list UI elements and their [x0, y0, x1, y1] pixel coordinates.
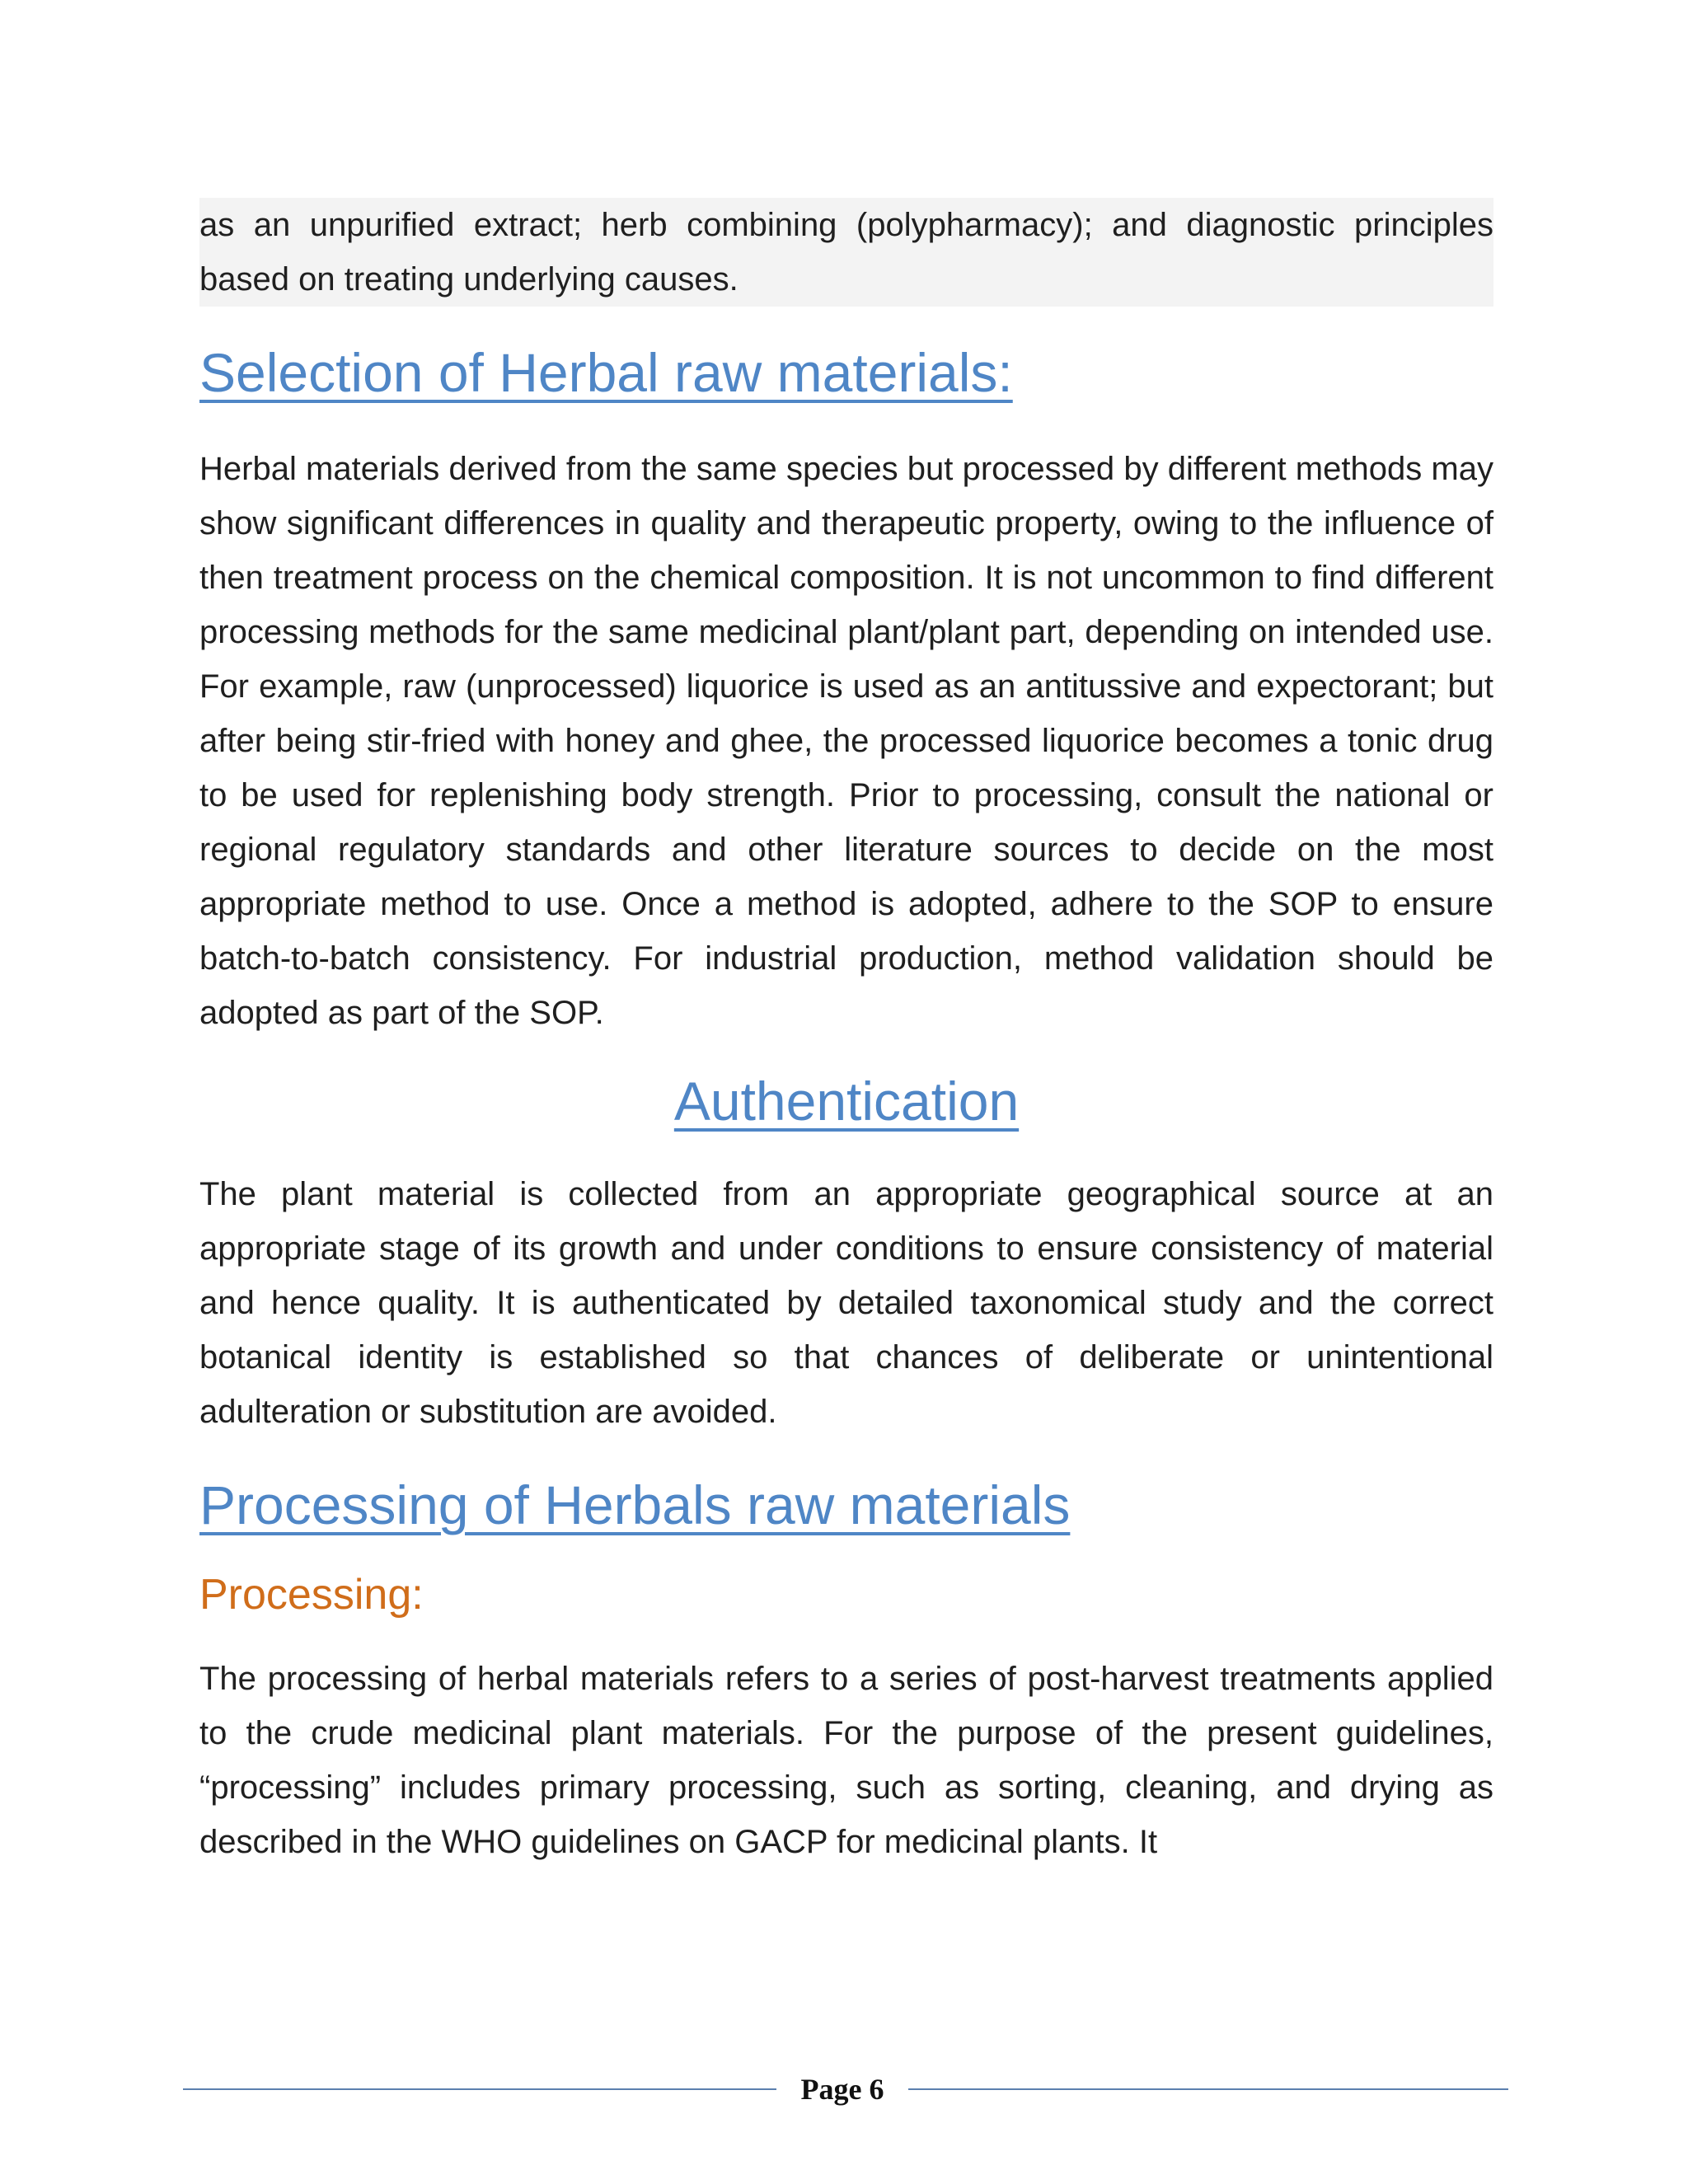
- page-number: Page 6: [800, 2073, 884, 2106]
- heading-processing-sub: Processing:: [199, 1571, 424, 1619]
- footer-rule-right: [908, 2088, 1508, 2090]
- heading-authentication: Authentication: [673, 1071, 1020, 1132]
- processing-paragraph: The processing of herbal materials refers to a series of post-harvest treatments applied to the crude medicinal plant materials. For the purpose of the present guidelines, “processing” includes primary processing, such as sorting, cleaning, and drying as described in the WHO guidelines on GACP for medicinal plants. It: [199, 1661, 1493, 1860]
- heading-processing-main: Processing of Herbals raw materials: [199, 1474, 1071, 1535]
- selection-paragraph: Herbal materials derived from the same species but processed by different methods may show significant differences in quality and therapeutic property, owing to the influence of then treatment process on the chemical composition. It is not uncommon to find different processing methods for the same medicinal plant/plant part, depending on intended use. For example, raw (unprocessed) liquorice is used as an antitussive and expectorant; but after being stir-fried with honey and ghee, the processed liquorice becomes a tonic drug to be used for replenishing body strength. Prior to processing, consult the national or regional regulatory standards and other literature sources to decide on the most appropriate method to use. Once a method is adopted, adhere to the SOP to ensure batch-to-batch consistency. For industrial production, method validation should be adopted as part of the SOP.: [199, 451, 1493, 1031]
- heading-selection: Selection of Herbal raw materials:: [199, 342, 1013, 403]
- intro-paragraph: as an unpurified extract; herb combining (polypharmacy); and diagnostic principles based on treating underlying causes.: [199, 198, 1493, 307]
- authentication-paragraph: The plant material is collected from an appropriate geographical source at an appropriate stage of its growth and under conditions to ensure consistency of material and hence quality. It is authenticated by detailed taxonomical study and the correct botanical identity is established so that chances of deliberate or unintentional adulteration or substitution are avoided.: [199, 1176, 1493, 1430]
- footer-rule-left: [183, 2088, 776, 2090]
- page-content: [199, 198, 1493, 1869]
- page-footer: [183, 2069, 1508, 2110]
